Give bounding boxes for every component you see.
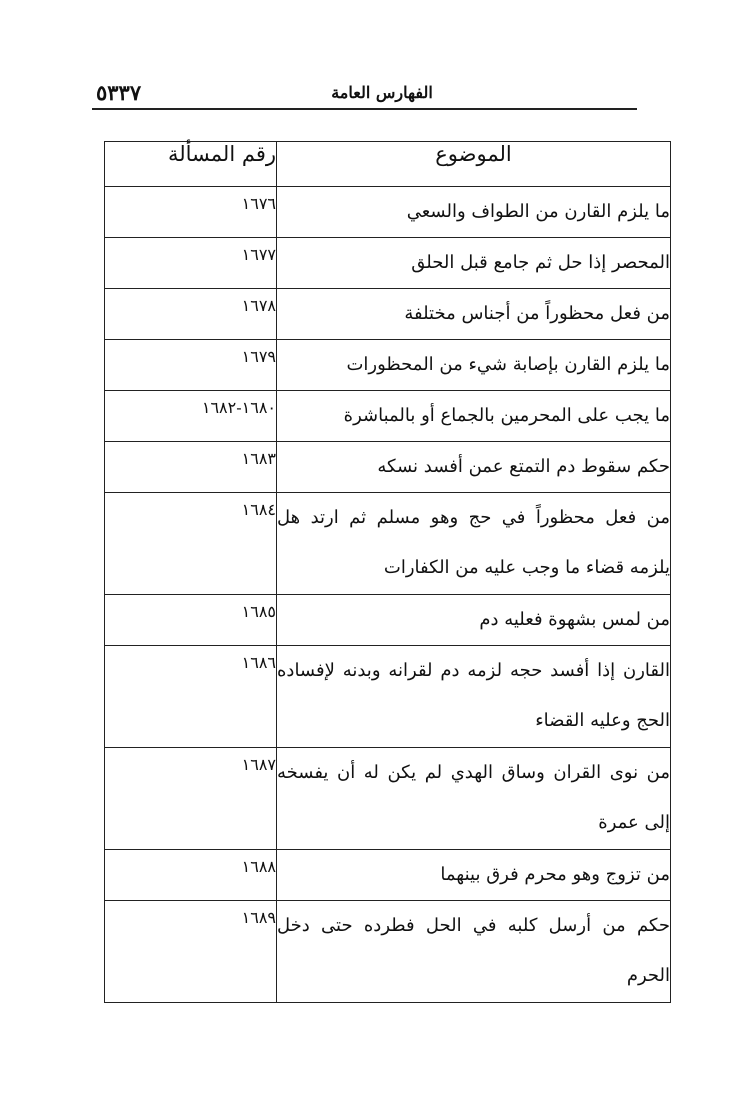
topic-cell: من فعل محظوراً من أجناس مختلفة <box>277 289 671 340</box>
table-row <box>105 289 671 340</box>
topic-cell: حكم من أرسل كلبه في الحل فطرده حتى دخل الحرم <box>277 901 671 1003</box>
topic-cell: القارن إذا أفسد حجه لزمه دم لقرانه وبدنه لإفساده الحج وعليه القضاء <box>277 646 671 748</box>
topic-cell: ما يجب على المحرمين بالجماع أو بالمباشرة <box>277 391 671 442</box>
column-header-topic: الموضوع <box>277 142 671 187</box>
number-cell: ١٦٨٤ <box>105 493 277 595</box>
table-row <box>105 442 671 493</box>
number-cell: ١٦٨٣ <box>105 442 277 493</box>
topic-cell: من فعل محظوراً في حج وهو مسلم ثم ارتد هل يلزمه قضاء ما وجب عليه من الكفارات <box>277 493 671 595</box>
topic-cell: من نوى القران وساق الهدي لم يكن له أن يفسخه إلى عمرة <box>277 748 671 850</box>
number-cell: ١٦٧٩ <box>105 340 277 391</box>
page-header <box>92 74 637 110</box>
number-cell: ١٦٨٠-١٦٨٢ <box>105 391 277 442</box>
running-title: الفهارس العامة <box>331 83 433 102</box>
number-cell: ١٦٧٦ <box>105 187 277 238</box>
number-cell: ١٦٨٨ <box>105 850 277 901</box>
table-row <box>105 238 671 289</box>
topic-cell: المحصر إذا حل ثم جامع قبل الحلق <box>277 238 671 289</box>
number-cell: ١٦٨٩ <box>105 901 277 1003</box>
table-row <box>105 493 671 595</box>
table-row <box>105 646 671 748</box>
table-row <box>105 340 671 391</box>
table-row <box>105 850 671 901</box>
topic-cell: من تزوج وهو محرم فرق بينهما <box>277 850 671 901</box>
column-header-number: رقم المسألة <box>105 142 277 187</box>
table-row <box>105 187 671 238</box>
topic-cell: من لمس بشهوة فعليه دم <box>277 595 671 646</box>
number-cell: ١٦٨٥ <box>105 595 277 646</box>
number-cell: ١٦٨٧ <box>105 748 277 850</box>
page-number: ٥٣٣٧ <box>96 80 142 105</box>
topic-cell: حكم سقوط دم التمتع عمن أفسد نسكه <box>277 442 671 493</box>
topic-cell: ما يلزم القارن بإصابة شيء من المحظورات <box>277 340 671 391</box>
number-cell: ١٦٧٨ <box>105 289 277 340</box>
table-header-row <box>105 142 671 187</box>
topic-cell: ما يلزم القارن من الطواف والسعي <box>277 187 671 238</box>
number-cell: ١٦٧٧ <box>105 238 277 289</box>
table-row <box>105 595 671 646</box>
number-cell: ١٦٨٦ <box>105 646 277 748</box>
table-row <box>105 748 671 850</box>
table-row <box>105 391 671 442</box>
index-table <box>104 141 671 1003</box>
table-row <box>105 901 671 1003</box>
